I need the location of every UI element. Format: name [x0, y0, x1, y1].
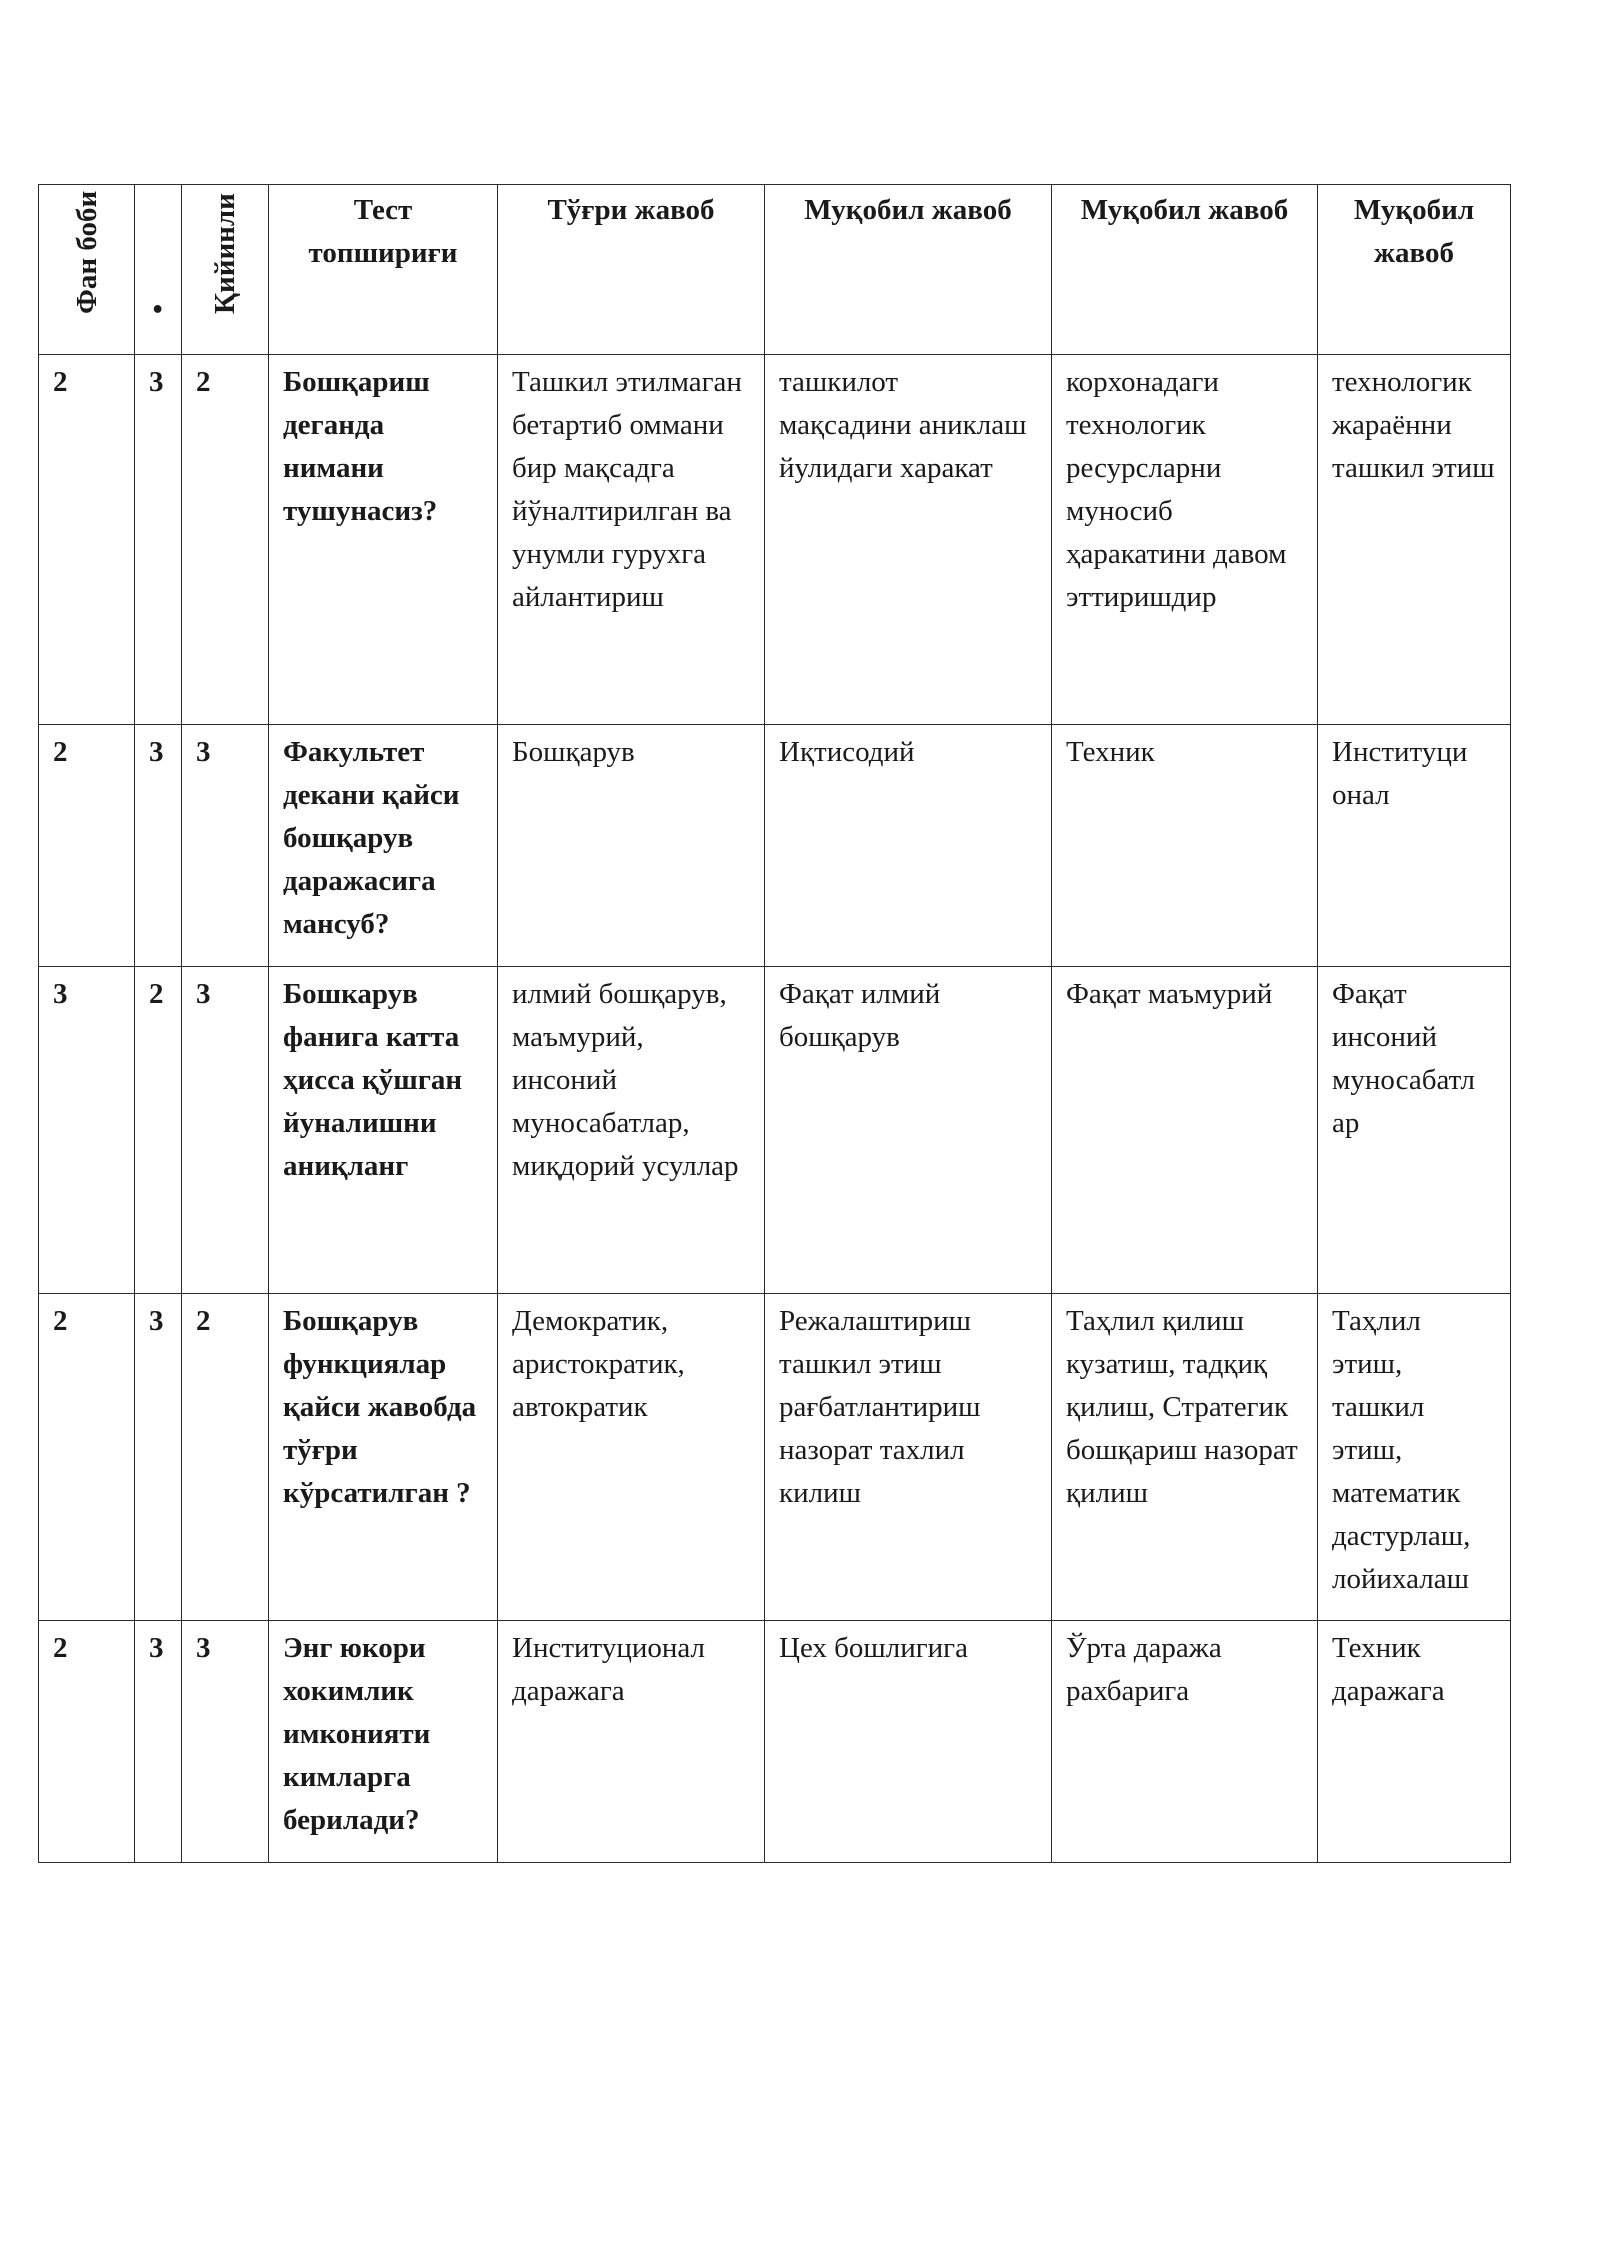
header-index-label: • — [142, 303, 174, 314]
correct-answer-cell: илмий бошқарув, маъмурий, инсоний муносабатлар, миқдорий усуллар — [498, 967, 765, 1294]
alternative-answer-2-cell: корхонадаги технологик ресурсларни муносиб ҳаракатини давом эттиришдир — [1052, 355, 1318, 725]
header-chapter-label: Фан боби — [70, 190, 103, 314]
table-row — [39, 1621, 1511, 1863]
correct-answer-cell: Ташкил этилмаган бетартиб оммани бир мақсадга йўналтирилган ва унумли гурухга айлантириш — [498, 355, 765, 725]
correct-answer-cell: Демократик, аристократик, автократик — [498, 1294, 765, 1621]
header-alternative-answer-1: Муқобил жавоб — [765, 185, 1052, 355]
correct-answer-cell: Институционал даражага — [498, 1621, 765, 1863]
test-questions-table — [38, 184, 1511, 1863]
task-cell: Факультет декани қайси бошқарув даражасига мансуб? — [269, 725, 498, 967]
chapter-cell: 3 — [39, 967, 135, 1294]
difficulty-cell: 3 — [182, 967, 269, 1294]
alternative-answer-2-cell: Техник — [1052, 725, 1318, 967]
alternative-answer-1-cell: Иқтисодий — [765, 725, 1052, 967]
chapter-cell: 2 — [39, 725, 135, 967]
difficulty-cell: 2 — [182, 1294, 269, 1621]
index-cell: 3 — [135, 1294, 182, 1621]
task-cell: Энг юкори хокимлик имконияти кимларга берилади? — [269, 1621, 498, 1863]
table-row — [39, 967, 1511, 1294]
header-task: Тест топшириғи — [269, 185, 498, 355]
difficulty-cell: 3 — [182, 725, 269, 967]
alternative-answer-2-cell: Таҳлил қилиш кузатиш, тадқиқ қилиш, Стратегик бошқариш назорат қилиш — [1052, 1294, 1318, 1621]
task-cell: Бошкарув фанига катта ҳисса қўшган йуналишни аниқланг — [269, 967, 498, 1294]
task-cell: Бошқарув функциялар қайси жавобда тўғри кўрсатилган ? — [269, 1294, 498, 1621]
header-index — [135, 185, 182, 355]
index-cell: 3 — [135, 355, 182, 725]
alternative-answer-2-cell: Фақат маъмурий — [1052, 967, 1318, 1294]
difficulty-cell: 3 — [182, 1621, 269, 1863]
header-correct-answer: Тўғри жавоб — [498, 185, 765, 355]
correct-answer-cell: Бошқарув — [498, 725, 765, 967]
chapter-cell: 2 — [39, 1621, 135, 1863]
alternative-answer-3-cell: Фақат инсоний муносабатл ар — [1318, 967, 1511, 1294]
header-alternative-answer-2: Муқобил жавоб — [1052, 185, 1318, 355]
alternative-answer-1-cell: ташкилот мақсадини аниклаш йулидаги харакат — [765, 355, 1052, 725]
alternative-answer-3-cell: Техник даражага — [1318, 1621, 1511, 1863]
alternative-answer-3-cell: технологик жараённи ташкил этиш — [1318, 355, 1511, 725]
index-cell: 3 — [135, 725, 182, 967]
table-row — [39, 725, 1511, 967]
alternative-answer-1-cell: Режалаштириш ташкил этиш рағбатлантириш назорат тахлил килиш — [765, 1294, 1052, 1621]
alternative-answer-1-cell: Цех бошлигига — [765, 1621, 1052, 1863]
header-difficulty-label: Қийинли — [209, 193, 241, 314]
alternative-answer-3-cell: Институци онал — [1318, 725, 1511, 967]
header-difficulty — [182, 185, 269, 355]
index-cell: 3 — [135, 1621, 182, 1863]
table-row — [39, 355, 1511, 725]
alternative-answer-3-cell: Таҳлил этиш, ташкил этиш, математик дастурлаш, лойихалаш — [1318, 1294, 1511, 1621]
header-chapter — [39, 185, 135, 355]
header-alternative-answer-3: Муқобил жавоб — [1318, 185, 1511, 355]
task-cell: Бошқариш деганда нимани тушунасиз? — [269, 355, 498, 725]
alternative-answer-2-cell: Ўрта даража рахбарига — [1052, 1621, 1318, 1863]
chapter-cell: 2 — [39, 1294, 135, 1621]
chapter-cell: 2 — [39, 355, 135, 725]
header-row — [39, 185, 1511, 355]
alternative-answer-1-cell: Фақат илмий бошқарув — [765, 967, 1052, 1294]
index-cell: 2 — [135, 967, 182, 1294]
difficulty-cell: 2 — [182, 355, 269, 725]
table-row — [39, 1294, 1511, 1621]
